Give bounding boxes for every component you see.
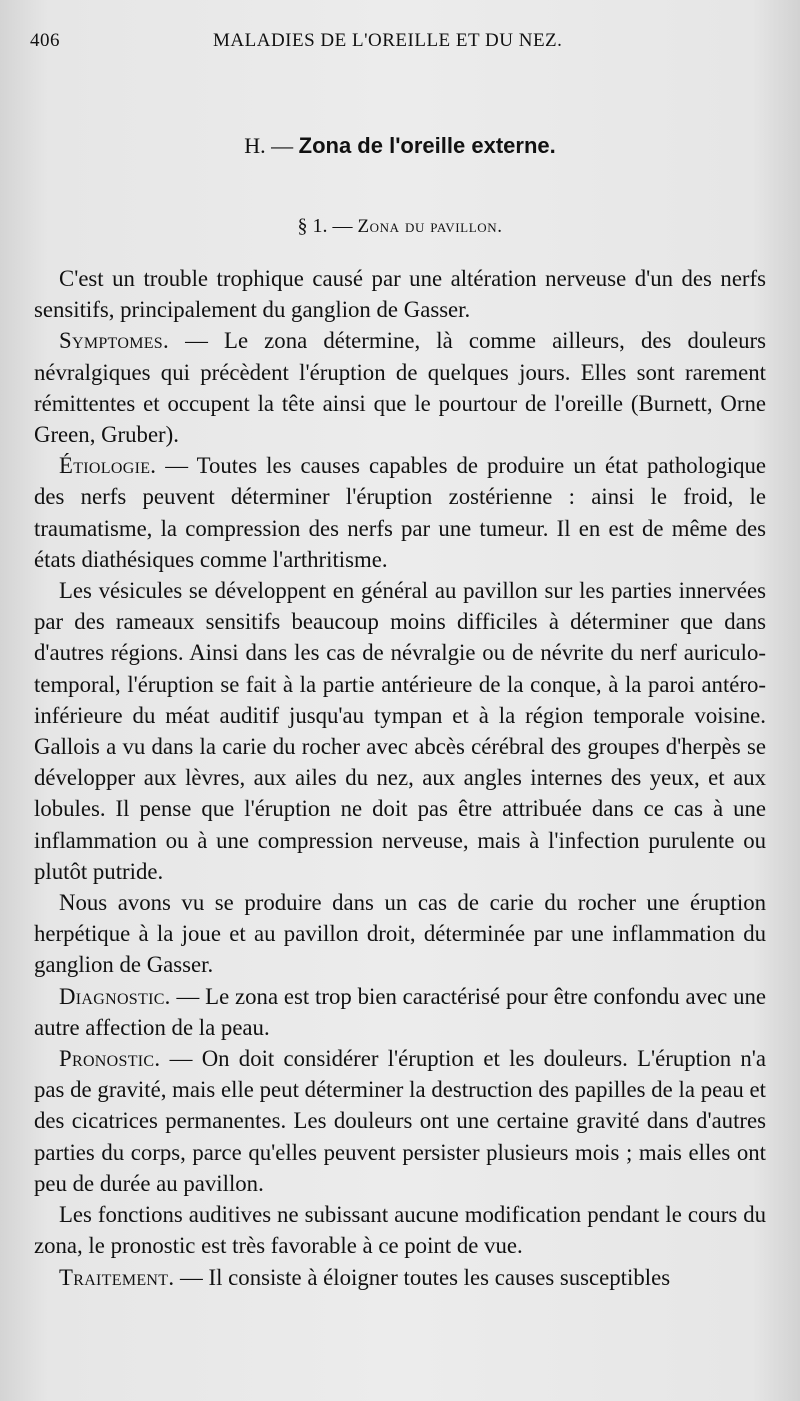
paragraph-fonctions	[34, 1199, 766, 1261]
section-title	[0, 133, 800, 159]
paragraph-lead: Diagnostic.	[59, 983, 171, 1009]
paragraph-intro	[34, 263, 766, 325]
paragraph-text: — Toutes les causes capables de produire un état pathologique des nerfs peuvent déterminer l'éruption zostérienne : ainsi le froid, le traumatisme, la compression des nerfs par une tumeur. Il en est de même des états diathésiques comme l'arthritisme.	[34, 453, 766, 572]
paragraph-symptomes	[34, 325, 766, 450]
section-title-text: Zona de l'oreille externe.	[298, 133, 556, 158]
section-prefix: H. —	[244, 133, 299, 158]
paragraph-traitement	[34, 1262, 766, 1293]
paragraph-pronostic	[34, 1043, 766, 1199]
paragraph-etiologie	[34, 450, 766, 575]
paragraph-text: — Le zona détermine, là comme ailleurs, des douleurs névralgiques qui précèdent l'éruption de quelques jours. Elles sont rarement rémittentes et occupent la tête ainsi que le pourtour de l'oreille (Burnett, Orne Green, Gruber).	[34, 328, 766, 448]
paragraph-lead: Symptomes.	[59, 328, 169, 354]
running-title: MALADIES DE L'OREILLE ET DU NEZ.	[213, 30, 563, 51]
paragraph-diagnostic	[34, 981, 766, 1043]
paragraph-text: Les vésicules se développent en général au pavillon sur les parties innervées par des rameaux sensitifs beaucoup moins difficiles à déterminer que dans d'autres régions. Ainsi dans les cas de névralgie ou de névrite du nerf auriculo-temporal, l'éruption se fait à la partie antérieure de la conque, à la paroi antéro-inférieure du méat auditif jusqu'au tympan et à la région temporale voisine. Gallois a vu dans la carie du rocher avec abcès cérébral des groupes d'herpès se développer aux lèvres, aux ailes du nez, aux angles internes des yeux, et aux lobules. Il pense que l'éruption ne doit pas être attribuée dans ce cas à une inflammation ou à une compression nerveuse, mais à l'infection purulente ou plutôt putride.	[34, 578, 766, 884]
subsection-title-text: Zona du pavillon.	[357, 216, 503, 237]
paragraph-vesicules	[34, 575, 766, 887]
paragraph-text: Les fonctions auditives ne subissant aucune modification pendant le cours du zona, le pronostic est très favorable à ce point de vue.	[34, 1202, 766, 1259]
body-text	[34, 263, 766, 1293]
paragraph-lead: Traitement.	[59, 1264, 175, 1290]
paragraph-observation	[34, 887, 766, 981]
paragraph-text: Nous avons vu se produire dans un cas de carie du rocher une éruption herpétique à la joue et au pavillon droit, déterminée par une inflammation du ganglion de Gasser.	[34, 890, 766, 978]
page-number: 406	[30, 30, 60, 51]
subsection-title	[0, 215, 800, 238]
paragraph-text: — Le zona est trop bien caractérisé pour être confondu avec une autre affection de la peau.	[34, 983, 766, 1040]
paragraph-text: — Il consiste à éloigner toutes les causes susceptibles	[174, 1264, 671, 1290]
paragraph-text: — On doit considérer l'éruption et les douleurs. L'éruption n'a pas de gravité, mais elle peut déterminer la destruction des papilles de la peau et des cicatrices permanentes. Les douleurs ont une certaine gravité dans d'autres parties du corps, parce qu'elles peuvent persister plusieurs mois ; mais elles ont peu de durée au pavillon.	[34, 1046, 766, 1196]
paragraph-text: C'est un trouble trophique causé par une altération nerveuse d'un des nerfs sensitifs, principalement du ganglion de Gasser.	[34, 266, 766, 323]
subsection-number: § 1. —	[297, 215, 358, 237]
paragraph-lead: Étiologie.	[59, 453, 157, 479]
paragraph-lead: Pronostic.	[59, 1046, 161, 1072]
